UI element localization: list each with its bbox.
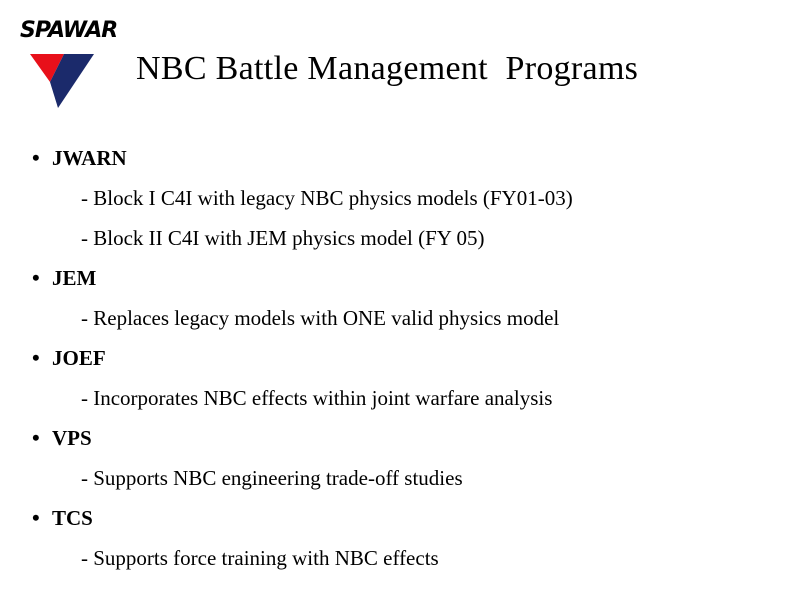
bullet-icon: • — [32, 345, 40, 370]
program-detail: - Block II C4I with JEM physics model (FY 05) — [81, 225, 485, 250]
program-name: TCS — [52, 505, 93, 530]
bullet-icon: • — [32, 145, 40, 170]
program-heading — [32, 418, 772, 458]
slide-title: NBC Battle Management Programs — [136, 50, 639, 87]
program-name: JWARN — [52, 145, 127, 170]
program-heading — [32, 498, 772, 538]
program-list — [32, 138, 772, 578]
program-heading — [32, 258, 772, 298]
program-item — [32, 338, 772, 418]
program-detail: - Supports NBC engineering trade-off studies — [81, 465, 463, 490]
program-item — [32, 138, 772, 258]
program-name: JOEF — [52, 345, 106, 370]
program-item — [32, 498, 772, 578]
bullet-icon: • — [32, 425, 40, 450]
bullet-icon: • — [32, 265, 40, 290]
logo-text: SPAWAR — [20, 18, 118, 43]
program-heading — [32, 338, 772, 378]
logo-chevron-icon — [30, 52, 94, 108]
program-item — [32, 258, 772, 338]
program-detail: - Supports force training with NBC effects — [81, 545, 439, 570]
program-detail: - Incorporates NBC effects within joint warfare analysis — [81, 385, 553, 410]
program-item — [32, 418, 772, 498]
program-detail: - Replaces legacy models with ONE valid physics model — [81, 305, 560, 330]
program-heading — [32, 138, 772, 178]
program-detail: - Block I C4I with legacy NBC physics models (FY01-03) — [81, 185, 573, 210]
program-name: JEM — [52, 265, 97, 290]
program-name: VPS — [52, 425, 92, 450]
bullet-icon: • — [32, 505, 40, 530]
spawar-logo — [18, 18, 118, 113]
